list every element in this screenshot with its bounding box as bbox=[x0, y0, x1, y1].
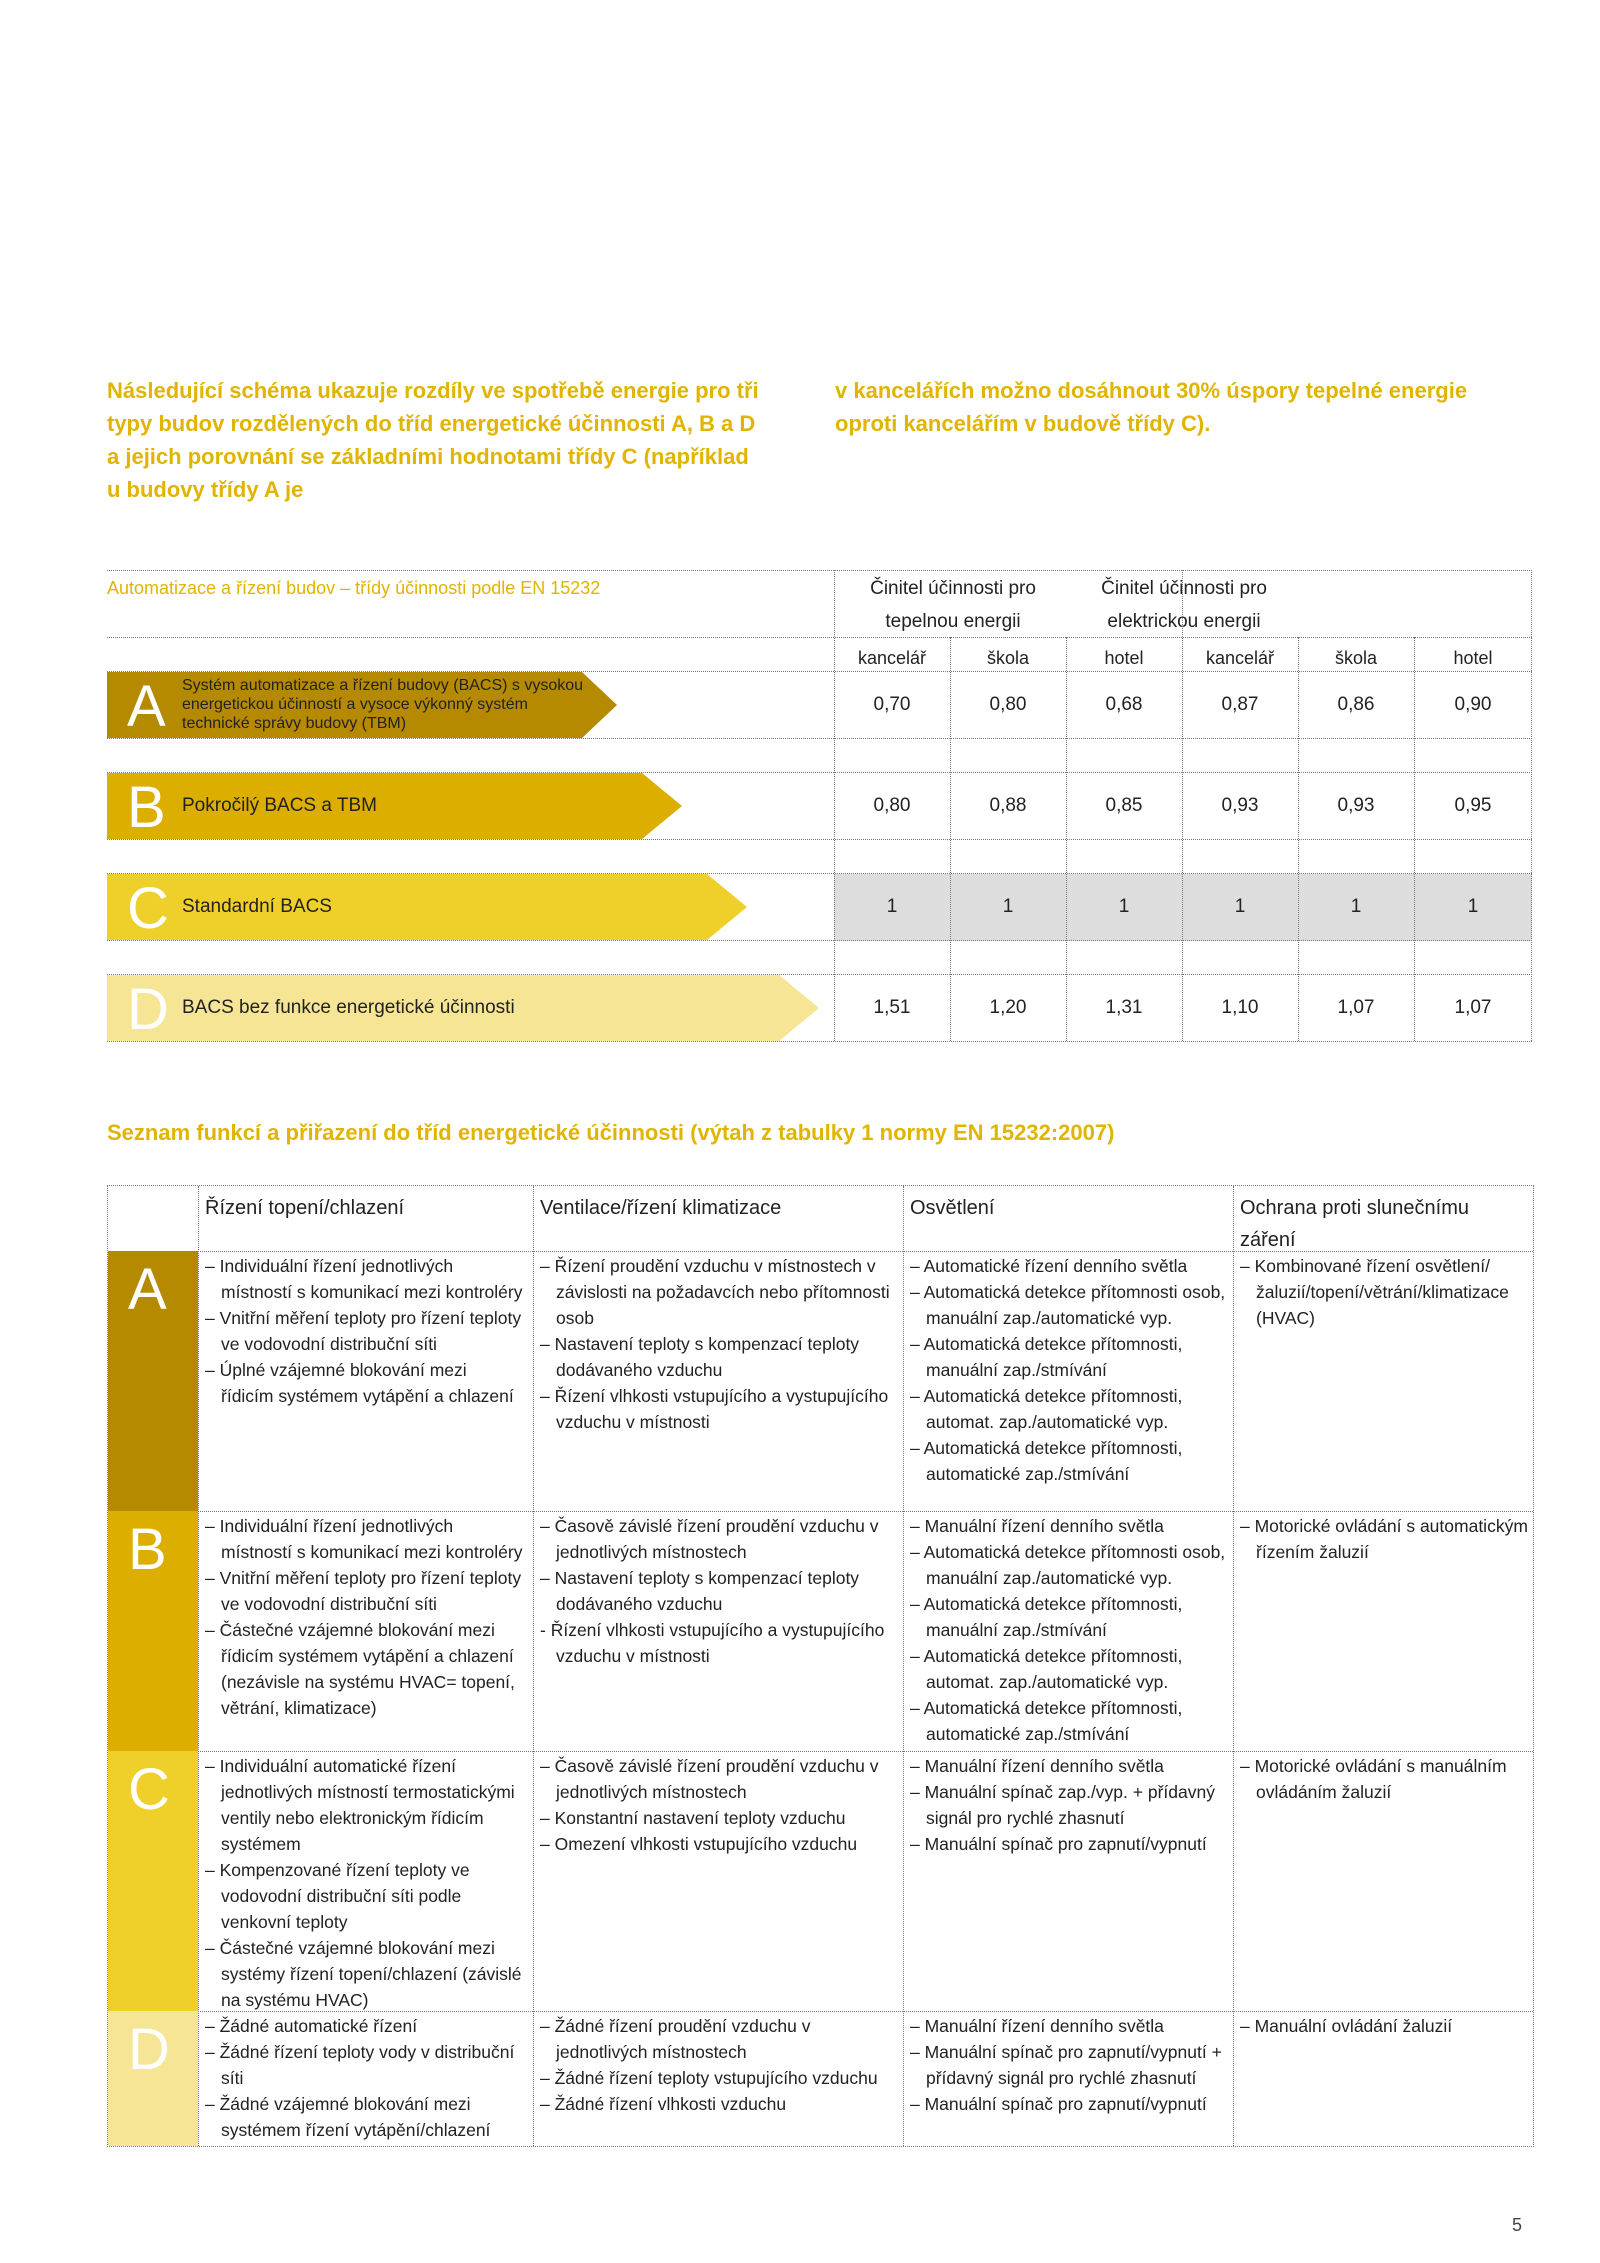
list-item: – Kombinované řízení osvětlení/žaluzií/topení/větrání/klimatizace (HVAC) bbox=[1240, 1256, 1509, 1328]
list-item: – Automatická detekce přítomnosti, automatické zap./stmívání bbox=[910, 1698, 1183, 1744]
value-cell: 1 bbox=[1467, 896, 1479, 917]
value-cell: 1 bbox=[1234, 896, 1246, 917]
sub-header: škola bbox=[986, 648, 1030, 668]
list-item: – Omezení vlhkosti vstupujícího vzduchu bbox=[540, 1834, 858, 1854]
value-cell: 0,95 bbox=[1454, 795, 1492, 816]
list-item: – Konstantní nastavení teploty vzduchu bbox=[540, 1808, 846, 1828]
value-cell: 0,80 bbox=[873, 795, 911, 816]
list-item: – Manuální spínač pro zapnutí/vypnutí + přídavný signál pro rychlé zhasnutí bbox=[910, 2042, 1222, 2088]
class-a-label: Systém automatizace a řízení budovy (BACS) s vysokou energetickou účinností a vysoce výkonný systém technické správy budovy (TBM) bbox=[182, 677, 584, 732]
intro-right: v kancelářích možno dosáhnout 30% úspory tepelné energie oproti kancelářím v budově třídy C). bbox=[835, 378, 1468, 436]
sub-header: hotel bbox=[1104, 648, 1144, 668]
group-electric-header: Činitel účinnosti pro elektrickou energii bbox=[1101, 578, 1267, 632]
list-item: – Motorické ovládání s manuálním ovládáním žaluzií bbox=[1240, 1756, 1507, 1802]
value-cell: 1,51 bbox=[873, 997, 911, 1018]
intro-left: Následující schéma ukazuje rozdíly ve spotřebě energie pro tři typy budov rozdělených do tříd energetické účinnosti A, B a D a jejich porovnání se základními hodnotami třídy C (například u budovy třídy A je bbox=[107, 378, 759, 502]
list-item: – Automatická detekce přítomnosti, automat. zap./automatické vyp. bbox=[910, 1646, 1183, 1692]
list-item: – Manuální spínač zap./vyp. + přídavný signál pro rychlé zhasnutí bbox=[910, 1782, 1215, 1828]
sub-header: kancelář bbox=[857, 648, 927, 668]
value-cell: 0,80 bbox=[989, 694, 1027, 715]
list-item: – Manuální řízení denního světla bbox=[910, 1756, 1164, 1776]
class-b-band bbox=[107, 773, 682, 839]
value-cell: 1 bbox=[886, 896, 898, 917]
page-number: 5 bbox=[1512, 2215, 1523, 2235]
list-item: – Řízení vlhkosti vstupujícího a vystupujícího vzduchu v místnosti bbox=[540, 1386, 889, 1432]
list-item: – Manuální řízení denního světla bbox=[910, 1516, 1164, 1536]
list-item: – Časově závislé řízení proudění vzduchu v jednotlivých místnostech bbox=[540, 1756, 879, 1802]
list-item: – Vnitřní měření teploty pro řízení teploty ve vodovodní distribuční síti bbox=[205, 1568, 522, 1614]
list-item: – Žádné řízení proudění vzduchu v jednotlivých místnostech bbox=[540, 2016, 811, 2062]
class-a-letter: A bbox=[127, 674, 166, 739]
value-cell: 0,86 bbox=[1337, 694, 1375, 715]
list-item: – Manuální spínač pro zapnutí/vypnutí bbox=[910, 1834, 1207, 1854]
class-c-cell bbox=[108, 1751, 198, 2011]
value-cell: 1,07 bbox=[1454, 997, 1492, 1018]
list-item: – Řízení proudění vzduchu v místnostech v závislosti na požadavcích nebo přítomnosti osob bbox=[540, 1256, 890, 1328]
class-c-label: Standardní BACS bbox=[182, 896, 332, 917]
class-b-label: Pokročilý BACS a TBM bbox=[182, 795, 377, 816]
header-ventilation: Ventilace/řízení klimatizace bbox=[540, 1197, 782, 1219]
class-c-band bbox=[107, 874, 767, 940]
value-cell: 0,87 bbox=[1221, 694, 1259, 715]
list-item: – Manuální ovládání žaluzií bbox=[1240, 2016, 1453, 2036]
class-a-letter: A bbox=[128, 1257, 167, 1322]
value-cell: 1 bbox=[1118, 896, 1130, 917]
list-item: – Nastavení teploty s kompenzací teploty dodávaného vzduchu bbox=[540, 1568, 860, 1614]
list-item: – Automatická detekce přítomnosti, automatické zap./stmívání bbox=[910, 1438, 1183, 1484]
value-cell: 0,68 bbox=[1105, 694, 1143, 715]
value-cell: 1 bbox=[1002, 896, 1014, 917]
class-a-cell bbox=[108, 1251, 198, 1511]
list-item: – Částečné vzájemné blokování mezi řídicím systémem vytápění a chlazení (nezávisle na systému HVAC= topení, větrání, klimatizace) bbox=[205, 1620, 515, 1718]
list-item: – Automatické řízení denního světla bbox=[910, 1256, 1188, 1276]
list-item: – Žádné automatické řízení bbox=[205, 2016, 418, 2036]
list-item: – Automatická detekce přítomnosti, manuální zap./stmívání bbox=[910, 1334, 1183, 1380]
list-item: – Automatická detekce přítomnosti osob, manuální zap./automatické vyp. bbox=[910, 1282, 1226, 1328]
value-cell: 1,10 bbox=[1221, 997, 1259, 1018]
list-item: – Automatická detekce přítomnosti, automat. zap./automatické vyp. bbox=[910, 1386, 1183, 1432]
list-item: – Žádné vzájemné blokování mezi systémem řízení vytápění/chlazení bbox=[205, 2094, 491, 2140]
list-item: – Individuální automatické řízení jednotlivých místností termostatickými ventily nebo elektronickým řídicím systémem bbox=[205, 1756, 515, 1854]
value-cell: 1,07 bbox=[1337, 997, 1375, 1018]
list-item: – Žádné řízení teploty vstupujícího vzduchu bbox=[540, 2068, 878, 2088]
class-d-letter: D bbox=[127, 977, 169, 1042]
sub-header: hotel bbox=[1453, 648, 1493, 668]
class-c-letter: C bbox=[127, 876, 169, 941]
table1-title: Automatizace a řízení budov – třídy účinnosti podle EN 15232 bbox=[107, 578, 601, 598]
list-item: – Nastavení teploty s kompenzací teploty dodávaného vzduchu bbox=[540, 1334, 860, 1380]
list-item: – Žádné řízení vlhkosti vzduchu bbox=[540, 2094, 787, 2114]
class-d-cell bbox=[108, 2011, 198, 2146]
list-item: – Motorické ovládání s automatickým řízením žaluzií bbox=[1240, 1516, 1528, 1562]
value-cell: 1,20 bbox=[989, 997, 1027, 1018]
header-sun-protection: Ochrana proti slunečnímu záření bbox=[1240, 1197, 1470, 1251]
value-cell: 0,85 bbox=[1105, 795, 1143, 816]
list-item: – Úplné vzájemné blokování mezi řídicím systémem vytápění a chlazení bbox=[205, 1360, 514, 1406]
value-cell: 0,93 bbox=[1221, 795, 1259, 816]
function-assignment-table bbox=[107, 1185, 1534, 2147]
value-cell: 0,93 bbox=[1337, 795, 1375, 816]
value-cell: 0,88 bbox=[989, 795, 1027, 816]
class-b-letter: B bbox=[128, 1517, 167, 1582]
value-cell: 0,70 bbox=[873, 694, 911, 715]
header-heating: Řízení topení/chlazení bbox=[205, 1197, 405, 1219]
class-b-cell bbox=[108, 1511, 198, 1751]
value-cell: 0,90 bbox=[1454, 694, 1492, 715]
list-item: – Vnitřní měření teploty pro řízení teploty ve vodovodní distribuční síti bbox=[205, 1308, 522, 1354]
list-item: – Částečné vzájemné blokování mezi systémy řízení topení/chlazení (závislé na systému HVAC) bbox=[205, 1938, 522, 2010]
list-item: – Individuální řízení jednotlivých místností s komunikací mezi kontroléry bbox=[205, 1256, 523, 1302]
group-heat-header: Činitel účinnosti pro tepelnou energii bbox=[870, 578, 1036, 632]
list-item: – Žádné řízení teploty vody v distribuční síti bbox=[205, 2042, 515, 2088]
sub-header: kancelář bbox=[1205, 648, 1275, 668]
class-d-letter: D bbox=[128, 2017, 170, 2082]
class-c-letter: C bbox=[128, 1757, 170, 1822]
class-b-letter: B bbox=[127, 775, 166, 840]
class-a-band bbox=[107, 672, 617, 738]
class-d-band bbox=[107, 975, 819, 1041]
class-d-label: BACS bez funkce energetické účinnosti bbox=[182, 997, 515, 1018]
list-item: – Individuální řízení jednotlivých místností s komunikací mezi kontroléry bbox=[205, 1516, 523, 1562]
list-item: – Manuální řízení denního světla bbox=[910, 2016, 1164, 2036]
value-cell: 1,31 bbox=[1105, 997, 1143, 1018]
list-item: – Manuální spínač pro zapnutí/vypnutí bbox=[910, 2094, 1207, 2114]
list-item: – Automatická detekce přítomnosti, manuální zap./stmívání bbox=[910, 1594, 1183, 1640]
list-item: - Řízení vlhkosti vstupujícího a vystupujícího vzduchu v místnosti bbox=[540, 1620, 885, 1666]
function-list-title: Seznam funkcí a přiřazení do tříd energetické účinnosti (výtah z tabulky 1 normy EN 15232:2007) bbox=[107, 1120, 1115, 1145]
list-item: – Kompenzované řízení teploty ve vodovodní distribuční síti podle venkovní teploty bbox=[205, 1860, 470, 1932]
list-item: – Časově závislé řízení proudění vzduchu v jednotlivých místnostech bbox=[540, 1516, 879, 1562]
value-cell: 1 bbox=[1350, 896, 1362, 917]
header-lighting: Osvětlení bbox=[910, 1197, 995, 1219]
list-item: – Automatická detekce přítomnosti osob, manuální zap./automatické vyp. bbox=[910, 1542, 1226, 1588]
sub-header: škola bbox=[1334, 648, 1378, 668]
